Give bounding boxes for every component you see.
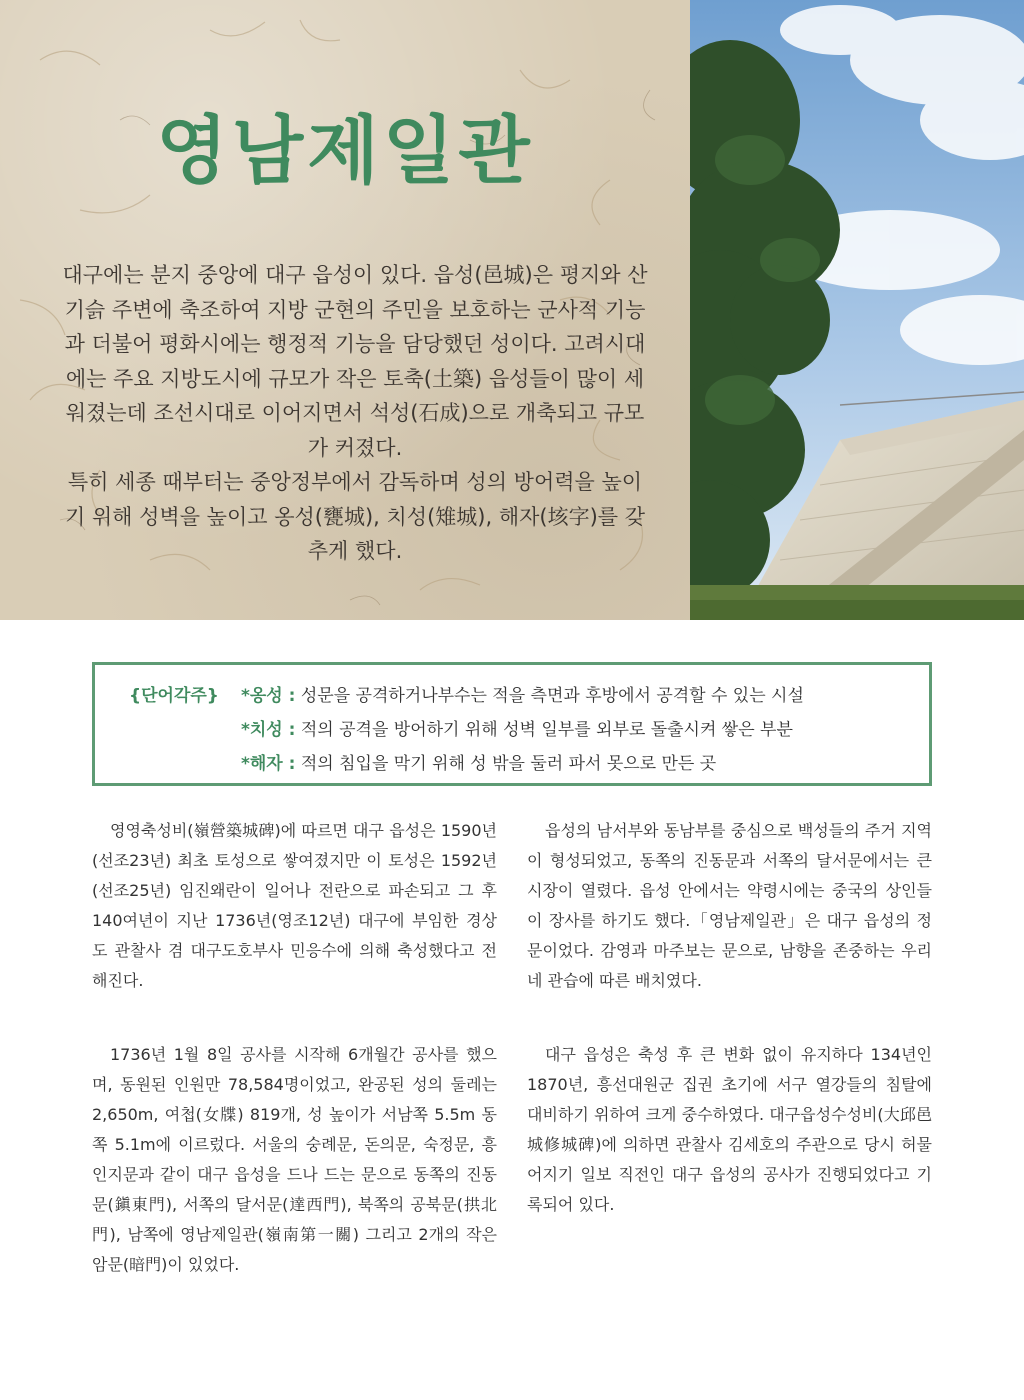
body-column-right-bottom — [527, 1040, 932, 1220]
intro-paragraph-1: 대구에는 분지 중앙에 대구 읍성이 있다. 읍성(邑城)은 평지와 산기슭 주변에 축조하여 지방 군현의 주민을 보호하는 군사적 기능과 더불어 평화시에는 행정적 기능을 담당했던 성이다. 고려시대에는 주요 지방도시에 규모가 작은 토축(土築) 읍성들이 많이 세워졌는데 조선시대로 이어지면서 석성(石成)으로 개축되고 규모가 커졌다. — [62, 263, 648, 460]
body-column-right-top — [527, 816, 932, 996]
glossary-term: *해자 : — [241, 754, 296, 774]
glossary-item — [241, 715, 793, 740]
glossary-definition: 적의 공격을 방어하기 위해 성벽 일부를 외부로 돌출시켜 쌓은 부분 — [295, 720, 793, 740]
glossary-definition: 적의 침입을 막기 위해 성 밖을 둘러 파서 못으로 만든 곳 — [295, 754, 717, 774]
glossary-label: {단어각주} — [129, 686, 219, 706]
body-paragraph: 영영축성비(嶺營築城碑)에 따르면 대구 읍성은 1590년 (선조23년) 최초 토성으로 쌓여졌지만 이 토성은 1592년(선조25년) 임진왜란이 일어나 전란으로 파손되고 그 후 140여년이 지난 1736년(영조12년) 대구에 부임한 경상도 관찰사 겸 대구도호부사 민응수에 의해 축성했다고 전해진다. — [92, 821, 497, 990]
glossary-item — [241, 681, 804, 706]
body-column-left-top — [92, 816, 497, 996]
intro-text — [60, 258, 650, 569]
fortress-wall-photo — [690, 0, 1024, 620]
body-paragraph: 읍성의 남서부와 동남부를 중심으로 백성들의 주거 지역이 형성되었고, 동쪽의 진동문과 서쪽의 달서문에서는 큰 시장이 열렸다. 읍성 안에서는 약령시에는 중국의 상인들이 장사를 하기도 했다.「영남제일관」은 대구 읍성의 정문이었다. 감영과 마주보는 문으로, 남향을 존중하는 우리네 관습에 따른 배치였다. — [527, 821, 932, 990]
glossary-term: *치성 : — [241, 720, 296, 740]
glossary-item — [241, 749, 716, 774]
glossary-definition: 성문을 공격하거나부수는 적을 측면과 후방에서 공격할 수 있는 시설 — [295, 686, 804, 706]
hero-section — [0, 0, 1024, 620]
page-title: 영남제일관 — [156, 108, 534, 194]
glossary-term: *옹성 : — [241, 686, 296, 706]
body-paragraph: 대구 읍성은 축성 후 큰 변화 없이 유지하다 134년인 1870년, 흥선대원군 집권 초기에 서구 열강들의 침탈에 대비하기 위하여 크게 중수하였다. 대구읍성수성비(大邱邑城修城碑)에 의하면 관찰사 김세호의 주관으로 당시 허물어지기 일보 직전인 대구 읍성의 공사가 진행되었다고 기록되어 있다. — [527, 1045, 932, 1214]
body-column-left-bottom — [92, 1040, 497, 1280]
body-paragraph: 1736년 1월 8일 공사를 시작해 6개월간 공사를 했으며, 동원된 인원만 78,584명이었고, 완공된 성의 둘레는 2,650m, 여첩(女牒) 819개, 성 높이가 서남쪽 5.5m 동쪽 5.1m에 이르렀다. 서울의 숭례문, 돈의문, 숙정문, 흥인지문과 같이 대구 읍성을 드나 드는 문으로 동쪽의 진동문(鎭東門), 서쪽의 달서문(達西門), 북쪽의 공북문(拱北門), 남쪽에 영남제일관(嶺南第一關) 그리고 2개의 작은 암문(暗門)이 있었다. — [92, 1045, 497, 1274]
glossary-box — [92, 662, 932, 786]
intro-paragraph-2: 특히 세종 때부터는 중앙정부에서 감독하며 성의 방어력을 높이기 위해 성벽을 높이고 옹성(甕城), 치성(雉城), 해자(垓字)를 갖추게 했다. — [64, 470, 646, 563]
